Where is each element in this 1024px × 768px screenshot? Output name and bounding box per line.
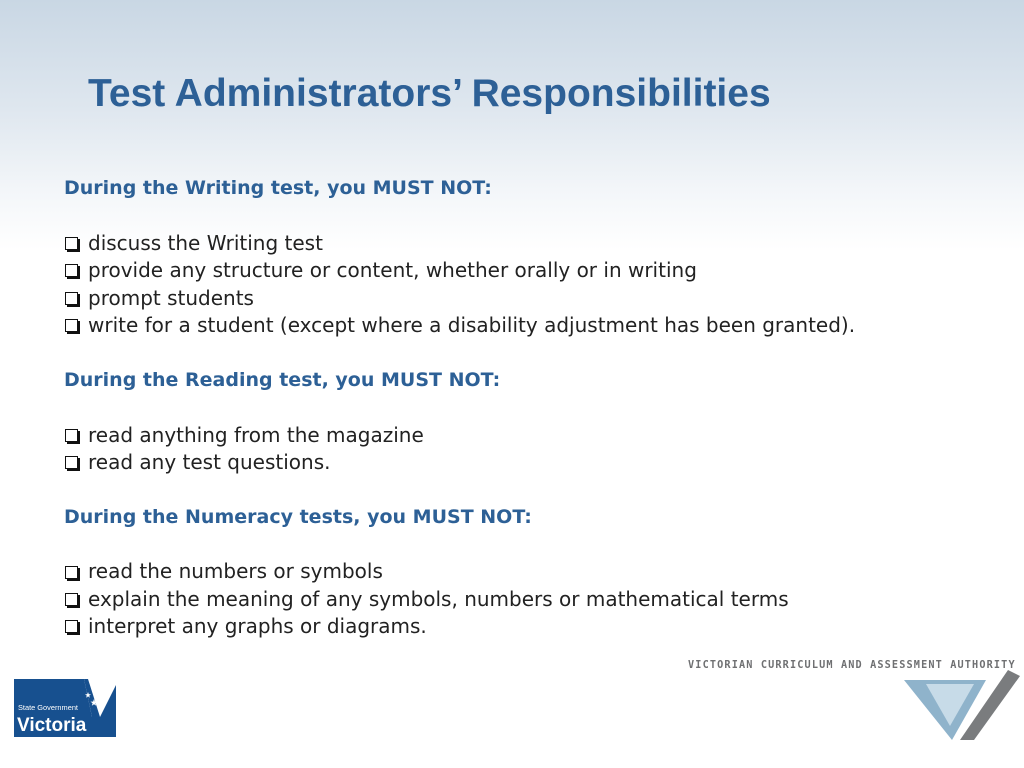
victoria-logo: [14, 679, 116, 737]
checkbox-icon: [65, 237, 78, 250]
list-item-text: interpret any graphs or diagrams.: [88, 614, 427, 639]
checkbox-icon: [65, 456, 78, 469]
checkbox-icon: [65, 264, 78, 277]
list-item-text: write for a student (except where a disability adjustment has been granted).: [88, 312, 856, 337]
checkbox-icon: [65, 319, 78, 332]
slide-content: [64, 175, 1004, 641]
list-item: [64, 230, 1004, 257]
checkbox-icon: [65, 566, 78, 579]
list-item: [64, 422, 1004, 449]
list-item-text: prompt students: [88, 285, 254, 310]
vcaa-name: VICTORIAN CURRICULUM AND ASSESSMENT AUTHORITY: [688, 660, 1016, 671]
list-item-text: explain the meaning of any symbols, numbers or mathematical terms: [88, 586, 789, 611]
slide-title: Test Administrators’ Responsibilities: [88, 72, 771, 115]
list-item-text: read any test questions.: [88, 449, 331, 474]
checkbox-icon: [65, 429, 78, 442]
list-item: [64, 312, 1004, 339]
list-item-text: read anything from the magazine: [88, 422, 424, 447]
list-item-text: provide any structure or content, whether orally or in writing: [88, 258, 697, 283]
checkbox-icon: [65, 593, 78, 606]
list-item: [64, 257, 1004, 284]
writing-test-heading: During the Writing test, you MUST NOT:: [64, 177, 492, 199]
logo-text-state-government: State Government: [18, 703, 78, 712]
vcaa-chevron-logo: [904, 668, 1022, 742]
list-item: [64, 449, 1004, 476]
reading-test-list: [64, 422, 1004, 477]
list-item: [64, 613, 1004, 640]
list-item-text: discuss the Writing test: [88, 230, 323, 255]
list-item: [64, 586, 1004, 613]
logo-text-victoria: Victoria: [17, 715, 87, 736]
numeracy-tests-list: [64, 558, 1004, 640]
list-item: [64, 285, 1004, 312]
list-item: [64, 558, 1004, 585]
list-item-text: read the numbers or symbols: [88, 559, 383, 584]
reading-test-heading: During the Reading test, you MUST NOT:: [64, 368, 501, 391]
checkbox-icon: [65, 620, 78, 633]
writing-test-list: [64, 230, 1004, 340]
numeracy-tests-heading: During the Numeracy tests, you MUST NOT:: [64, 505, 532, 528]
checkbox-icon: [65, 292, 78, 305]
